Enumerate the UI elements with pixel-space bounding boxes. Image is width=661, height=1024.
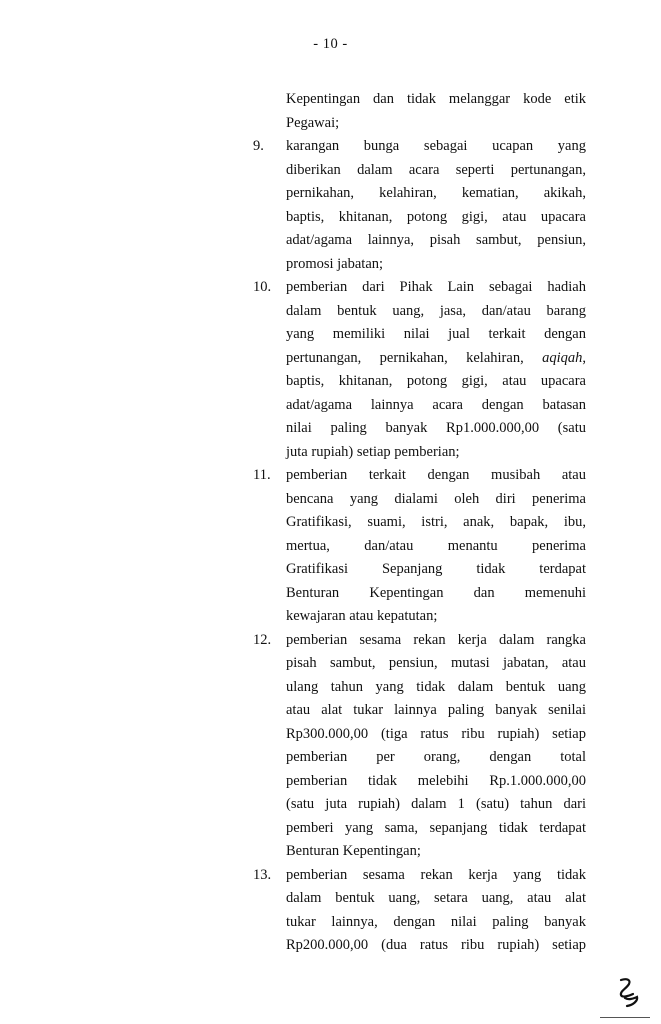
text-line: atau alat tukar lainnya paling banyak senilai xyxy=(286,702,586,718)
list-item-11 xyxy=(0,464,661,629)
text-line: diberikan dalam acara seperti pertunangan, xyxy=(286,161,586,178)
list-item-12 xyxy=(0,629,661,864)
text-line: Pegawai; xyxy=(286,114,340,131)
item-number: 12. xyxy=(253,631,272,648)
signature-underline xyxy=(600,1017,650,1018)
text-line: pemberian tidak melebihi Rp.1.000.000,00 xyxy=(286,772,586,789)
text-line-aqiqah: pertunangan, pernikahan, kelahiran, aqiqah, xyxy=(286,349,586,366)
text-line: Kepentingan dan tidak melanggar kode etik xyxy=(286,91,586,107)
text-line: pernikahan, kelahiran, kematian, akikah, xyxy=(286,185,586,201)
text-line: pemberian sesama rekan kerja yang tidak xyxy=(286,866,586,883)
text-line: Benturan Kepentingan; xyxy=(286,843,421,859)
text-line: bencana yang dialami oleh diri penerima xyxy=(286,490,586,507)
text-line: adat/agama lainnya acara dengan batasan xyxy=(286,396,586,413)
item-text xyxy=(286,629,586,864)
text-line: yang memiliki nilai jual terkait dengan xyxy=(286,326,586,342)
list-item-10 xyxy=(0,276,661,464)
list-item-9 xyxy=(0,135,661,276)
text-line: pemberi yang sama, sepanjang tidak terdapat xyxy=(286,819,586,836)
continuation-text xyxy=(286,88,586,135)
text-line: Gratifikasi, suami, istri, anak, bapak, ibu, xyxy=(286,514,586,530)
text-line: juta rupiah) setiap pemberian; xyxy=(286,443,460,460)
text-line: tukar lainnya, dengan nilai paling banyak xyxy=(286,913,586,930)
text-line: dalam bentuk uang, jasa, dan/atau barang xyxy=(286,302,586,319)
text-line: dalam bentuk uang, setara uang, atau alat xyxy=(286,890,586,906)
text-line: baptis, khitanan, potong gigi, atau upacara xyxy=(286,373,586,389)
text-line: pemberian sesama rekan kerja dalam rangka xyxy=(286,631,586,648)
item-text xyxy=(286,864,586,958)
text-line: mertua, dan/atau menantu penerima xyxy=(286,537,586,554)
text-line: ulang tahun yang tidak dalam bentuk uang xyxy=(286,678,586,695)
item-number: 9. xyxy=(253,138,264,154)
item-text xyxy=(286,135,586,276)
text-line: kewajaran atau kepatutan; xyxy=(286,608,438,624)
text-line: pemberian terkait dengan musibah atau xyxy=(286,467,586,483)
text-line: pemberian dari Pihak Lain sebagai hadiah xyxy=(286,279,586,295)
item-number: 10. xyxy=(253,279,272,295)
text-line: Gratifikasi Sepanjang tidak terdapat xyxy=(286,561,586,577)
item-number: 11. xyxy=(253,467,271,483)
text-line: nilai paling banyak Rp1.000.000,00 (satu xyxy=(286,420,586,436)
text-line: Benturan Kepentingan dan memenuhi xyxy=(286,584,586,601)
text-line: Rp300.000,00 (tiga ratus ribu rupiah) setiap xyxy=(286,725,586,742)
text-line: pemberian per orang, dengan total xyxy=(286,749,586,765)
text-line: Rp200.000,00 (dua ratus ribu rupiah) setiap xyxy=(286,937,586,953)
document-body xyxy=(0,88,661,958)
text-line: (satu juta rupiah) dalam 1 (satu) tahun dari xyxy=(286,796,586,812)
text-line: promosi jabatan; xyxy=(286,255,384,272)
initial-signature-icon xyxy=(615,974,643,1010)
item-text xyxy=(286,464,586,629)
italic-term: aqiqah xyxy=(542,349,583,366)
text-line: adat/agama lainnya, pisah sambut, pensiun, xyxy=(286,232,586,248)
text-line: baptis, khitanan, potong gigi, atau upacara xyxy=(286,208,586,225)
text-line: karangan bunga sebagai ucapan yang xyxy=(286,138,586,154)
list-item-13 xyxy=(0,864,661,958)
item-text xyxy=(286,276,586,464)
page-number: - 10 - xyxy=(313,36,348,52)
item-number: 13. xyxy=(253,866,272,883)
text-line: pisah sambut, pensiun, mutasi jabatan, atau xyxy=(286,655,586,671)
